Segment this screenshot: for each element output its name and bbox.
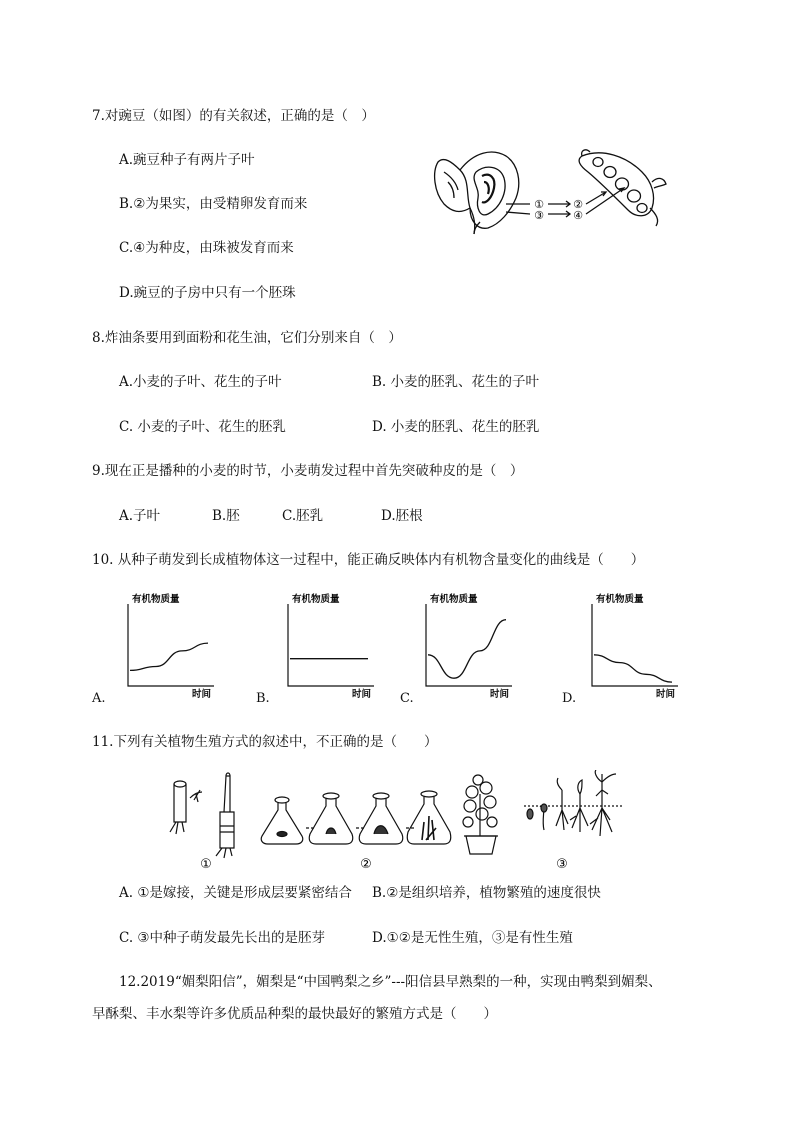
fig-label-4: ④ bbox=[573, 209, 583, 222]
q11-option-a: A. ①是嫁接，关键是形成层要紧密结合 bbox=[119, 885, 352, 901]
chart-letter-d: D. bbox=[562, 691, 577, 706]
q11-fig-label-3: ③ bbox=[556, 857, 568, 872]
fig-label-3: ③ bbox=[534, 209, 544, 222]
chart-ylabel: 有机物质量 bbox=[430, 594, 478, 605]
chart-xlabel: 时间 bbox=[656, 689, 676, 700]
q7-option-d: D.豌豆的子房中只有一个胚珠 bbox=[119, 285, 296, 301]
q7-stem: 7.对豌豆（如图）的有关叙述，正确的是（ ） bbox=[92, 108, 375, 124]
q8-option-a: A.小麦的子叶、花生的子叶 bbox=[119, 374, 282, 390]
chart-axes bbox=[128, 604, 214, 686]
chart-line-c bbox=[428, 620, 506, 679]
q12-line-2: 早酥梨、丰水梨等许多优质品种梨的最快最好的繁殖方式是（ ） bbox=[92, 1006, 497, 1022]
q11-stem: 11.下列有关植物生殖方式的叙述中，不正确的是（ ） bbox=[92, 734, 438, 750]
q10-charts bbox=[92, 590, 712, 710]
q10-stem: 10. 从种子萌发到长成植物体这一过程中，能正确反映体内有机物含量变化的曲线是（ ） bbox=[92, 552, 645, 568]
q8-option-d: D. 小麦的胚乳、花生的胚乳 bbox=[372, 419, 540, 435]
q7-option-b: B.②为果实，由受精卵发育而来 bbox=[119, 196, 308, 212]
q9-option-b: B.胚 bbox=[212, 508, 240, 524]
q9-option-d: D.胚根 bbox=[381, 508, 423, 524]
q9-option-c: C.胚乳 bbox=[282, 508, 324, 524]
chart-letter-a: A. bbox=[92, 691, 106, 706]
fig-label-2: ② bbox=[573, 198, 583, 211]
chart-xlabel: 时间 bbox=[192, 689, 212, 700]
q7-option-c: C.④为种皮，由珠被发育而来 bbox=[119, 240, 294, 256]
q12-line-1: 12.2019“媚梨阳信”，媚梨是“中国鸭梨之乡”---阳信县早熟梨的一种，实现由鸭梨到媚梨、 bbox=[119, 974, 662, 990]
chart-ylabel: 有机物质量 bbox=[596, 594, 644, 605]
chart-xlabel: 时间 bbox=[490, 689, 510, 700]
chart-line-d bbox=[594, 655, 672, 682]
q11-option-b: B.②是组织培养，植物繁殖的速度很快 bbox=[372, 885, 601, 901]
chart-ylabel: 有机物质量 bbox=[132, 594, 180, 605]
q11-option-d: D.①②是无性生殖，③是有性生殖 bbox=[372, 930, 573, 946]
q7-option-a: A.豌豆种子有两片子叶 bbox=[119, 152, 255, 168]
fig-label-1: ① bbox=[534, 198, 544, 211]
q8-option-b: B. 小麦的胚乳、花生的子叶 bbox=[372, 374, 540, 390]
chart-ylabel: 有机物质量 bbox=[292, 594, 340, 605]
pea-flower-pod-figure bbox=[430, 142, 670, 240]
chart-line-a bbox=[130, 643, 208, 670]
q9-option-a: A.子叶 bbox=[119, 508, 161, 524]
q11-reproduction-figure bbox=[160, 770, 630, 872]
q9-stem: 9.现在正是播种的小麦的时节，小麦萌发过程中首先突破种皮的是（ ） bbox=[92, 463, 524, 479]
q11-option-c: C. ③中种子萌发最先长出的是胚芽 bbox=[119, 930, 326, 946]
q10-line-charts bbox=[92, 590, 712, 710]
chart-axes bbox=[288, 604, 374, 686]
q8-stem: 8.炸油条要用到面粉和花生油，它们分别来自（ ） bbox=[92, 330, 402, 346]
chart-xlabel: 时间 bbox=[352, 689, 372, 700]
chart-axes bbox=[592, 604, 678, 686]
chart-axes bbox=[426, 604, 512, 686]
q11-fig-label-1: ① bbox=[200, 857, 212, 872]
q11-fig-label-2: ② bbox=[360, 857, 372, 872]
q8-option-c: C. 小麦的子叶、花生的胚乳 bbox=[119, 419, 286, 435]
chart-letter-b: B. bbox=[256, 691, 270, 706]
chart-letter-c: C. bbox=[400, 691, 414, 706]
